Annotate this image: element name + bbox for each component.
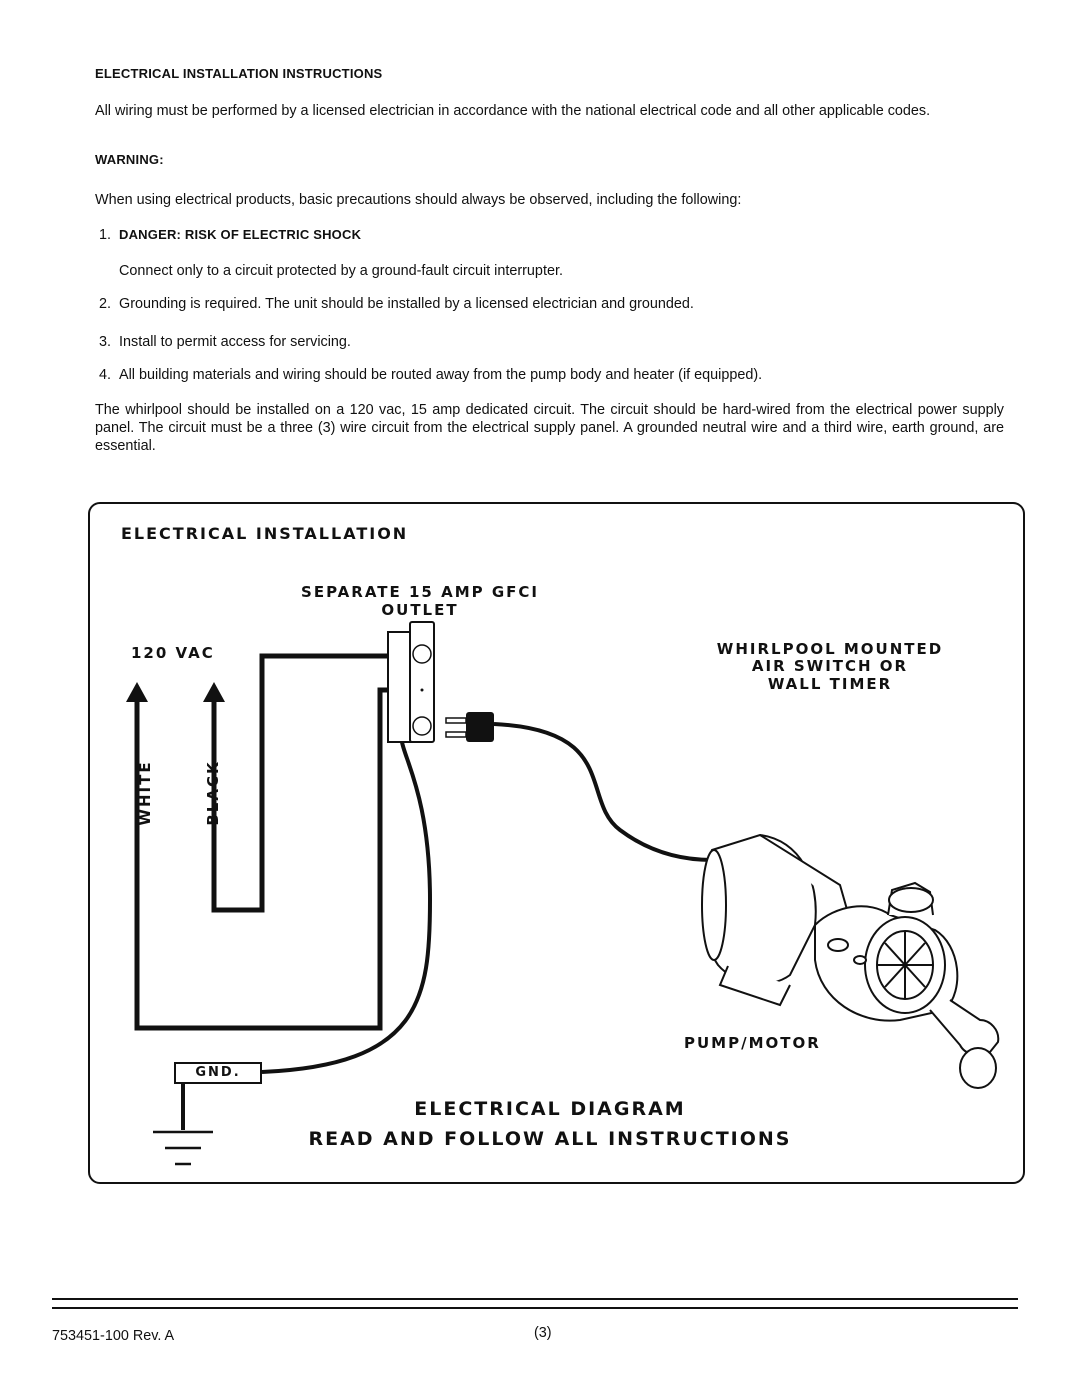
item-text: Install to permit access for servicing. (119, 334, 351, 350)
outlet-label-2: OUTLET (381, 601, 459, 619)
white-wire (137, 690, 396, 1028)
switch-label: WHIRLPOOL MOUNTED (716, 640, 944, 658)
footer-rule-2 (52, 1307, 1018, 1309)
ground-label: GND. (195, 1065, 241, 1080)
diagram-caption: ELECTRICAL DIAGRAM (414, 1098, 686, 1120)
section-title: ELECTRICAL INSTALLATION INSTRUCTIONS (95, 66, 383, 81)
white-arrow-icon (126, 682, 148, 702)
plug-icon (446, 712, 494, 742)
intro-paragraph: All wiring must be performed by a licensed electrician in accordance with the national electrical code and all other applicable codes. (95, 103, 931, 119)
black-wire-label: BLACK (204, 760, 222, 826)
item-text: Grounding is required. The unit should be installed by a licensed electrician and grounded. (119, 296, 694, 312)
item-number: 4. (99, 367, 112, 383)
danger-heading: DANGER: RISK OF ELECTRIC SHOCK (119, 227, 362, 242)
item-number: 2. (99, 296, 112, 312)
power-cord (494, 724, 712, 860)
warning-title: WARNING: (95, 152, 164, 167)
circuit-paragraph: The whirlpool should be installed on a 120 vac, 15 amp dedicated circuit. The circuit should be hard-wired from the electrical power supply panel. The circuit must be a three (3) wire circuit from the electrical supply panel. A grounded neutral wire and a third wire, earth ground, are essential. (95, 402, 1004, 454)
switch-label-2: AIR SWITCH OR (751, 657, 909, 675)
diagram-caption-2: READ AND FOLLOW ALL INSTRUCTIONS (308, 1128, 792, 1150)
outlet-label: SEPARATE 15 AMP GFCI (301, 583, 539, 601)
black-wire (214, 656, 396, 910)
doc-number: 753451-100 Rev. A (52, 1328, 175, 1344)
switch-label-3: WALL TIMER (767, 675, 893, 693)
ground-symbol-icon (153, 1084, 213, 1164)
black-arrow-icon (203, 682, 225, 702)
voltage-label: 120 VAC (131, 644, 215, 662)
page-number: (3) (534, 1325, 552, 1341)
warning-text: When using electrical products, basic precautions should always be observed, including the following: (95, 192, 742, 208)
diagram-title: ELECTRICAL INSTALLATION (121, 524, 409, 543)
item-text: Connect only to a circuit protected by a ground-fault circuit interrupter. (119, 263, 563, 279)
ground-wire (262, 742, 430, 1072)
pump-motor-icon (702, 835, 998, 1088)
pump-label: PUMP/MOTOR (684, 1034, 821, 1052)
item-number: 1. (99, 227, 112, 243)
item-number: 3. (99, 334, 112, 350)
white-wire-label: WHITE (136, 760, 154, 826)
footer-rule (52, 1298, 1018, 1300)
item-text: All building materials and wiring should be routed away from the pump body and heater (if equipped). (119, 367, 763, 383)
gfci-outlet-icon (388, 622, 434, 742)
